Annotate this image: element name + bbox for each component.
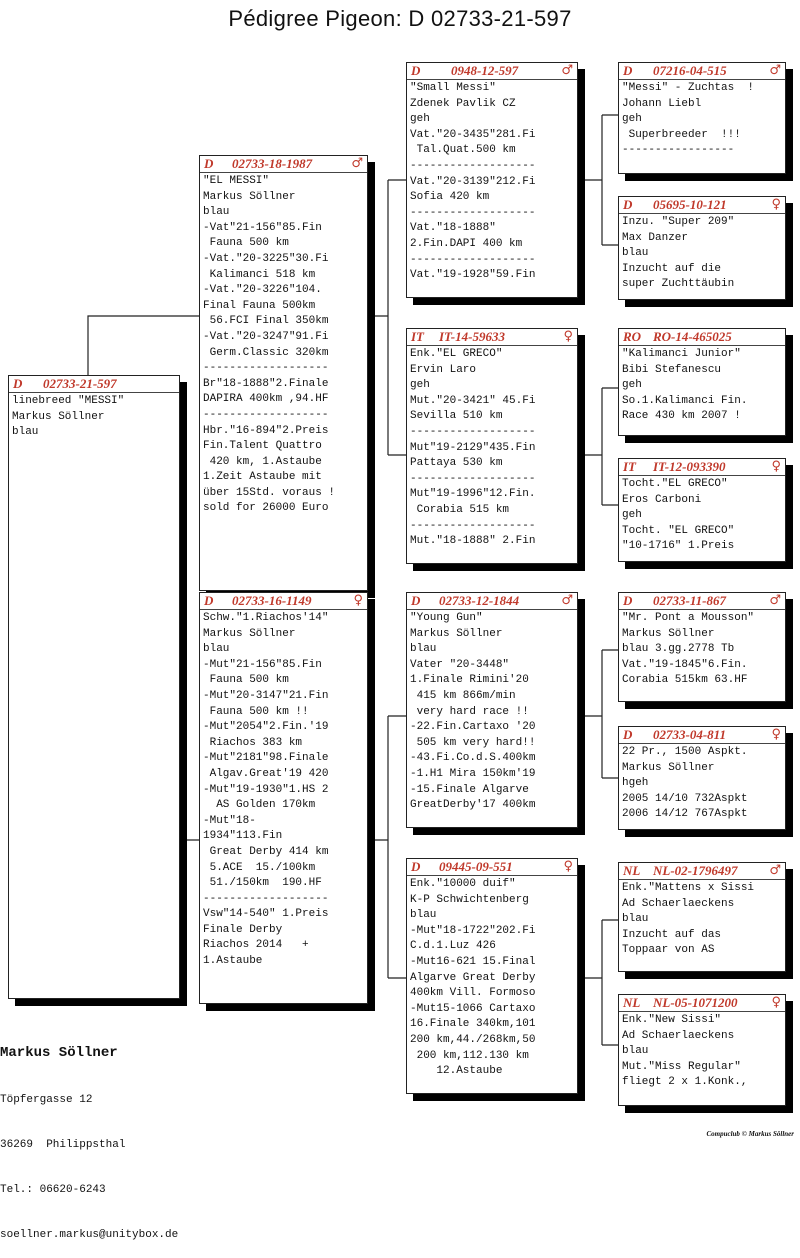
detail-line: -Mut"2181"98.Finale: [203, 752, 329, 765]
pigeon-card-mfm: [618, 726, 786, 830]
male-symbol-icon: ♂: [561, 63, 573, 78]
female-symbol-icon: ♀: [353, 593, 363, 608]
ring-number: IT-12-093390: [653, 459, 726, 474]
pigeon-card-mf: [406, 592, 578, 828]
detail-line: -Mut"21-156"85.Fin: [203, 658, 322, 671]
detail-line: -----------------: [622, 144, 735, 157]
detail-line: Tocht."EL GRECO": [622, 478, 728, 490]
detail-line: Markus Söllner: [12, 410, 105, 423]
detail-line: Fauna 500 km !!: [203, 705, 309, 718]
country-code: D: [411, 63, 421, 78]
female-symbol-icon: ♀: [771, 995, 781, 1010]
detail-line: Schw."1.Riachos'14": [203, 612, 329, 624]
ring-number: RO-14-465025: [653, 329, 732, 344]
breeder-address-street: Töpfergasse 12: [0, 1094, 93, 1106]
detail-line: "Small Messi": [410, 82, 496, 94]
pigeon-card-subject: [8, 375, 180, 999]
detail-line: Markus Söllner: [622, 761, 715, 774]
detail-line: Algav.Great'19 420: [203, 767, 329, 780]
detail-line: C.d.1.Luz 426: [410, 940, 496, 953]
pigeon-details: [200, 610, 367, 971]
ring-number: NL-02-1796497: [653, 863, 738, 878]
male-symbol-icon: ♂: [769, 863, 781, 878]
detail-line: Riachos 2014 +: [203, 939, 309, 952]
pigeon-details: [619, 880, 785, 960]
breeder-phone: Tel.: 06620-6243: [0, 1184, 106, 1196]
detail-line: 12.Astaube: [410, 1065, 503, 1078]
detail-line: Markus Söllner: [410, 627, 503, 640]
detail-line: blau: [622, 913, 649, 926]
detail-line: 1.Finale Rimini'20: [410, 674, 529, 687]
ring-number: 05695-10-121: [653, 197, 727, 212]
detail-line: -------------------: [410, 253, 536, 266]
detail-line: Sofia 420 km: [410, 191, 490, 204]
detail-line: -Mut"2054"2.Fin.'19: [203, 721, 329, 734]
detail-line: -------------------: [410, 519, 536, 532]
detail-line: hgeh: [622, 777, 649, 790]
detail-line: DAPIRA 400km ,94.HF: [203, 393, 329, 406]
detail-line: Fauna 500 km: [203, 674, 289, 687]
pigeon-card-mother: [199, 592, 368, 1004]
breeder-contact: [0, 1013, 178, 1258]
detail-line: Mut."18-1888" 2.Fin: [410, 535, 536, 548]
detail-line: Zdenek Pavlik CZ: [410, 97, 516, 110]
detail-line: blau: [203, 643, 230, 656]
detail-line: Fin.Talent Quattro: [203, 440, 322, 453]
pigeon-details: [619, 1012, 785, 1092]
country-code: D: [411, 859, 421, 874]
pigeon-details: [9, 393, 179, 442]
detail-line: -------------------: [410, 159, 536, 172]
detail-line: 415 km 866m/min: [410, 689, 516, 702]
detail-line: Mut."Miss Regular": [622, 1060, 741, 1073]
pigeon-card-ffm: [618, 196, 786, 300]
pigeon-details: [619, 476, 785, 556]
detail-line: Germ.Classic 320km: [203, 346, 329, 359]
ring-number: 02733-11-867: [653, 593, 726, 608]
detail-line: -Vat"21-156"85.Fin: [203, 221, 322, 234]
detail-line: linebreed "MESSI": [12, 395, 125, 407]
detail-line: -22.Fin.Cartaxo '20: [410, 721, 536, 734]
pigeon-details: [407, 346, 577, 551]
detail-line: "EL MESSI": [203, 175, 270, 187]
pigeon-details: [407, 610, 577, 815]
detail-line: blau: [622, 1045, 649, 1058]
pigeon-details: [619, 214, 785, 294]
detail-line: 2.Fin.DAPI 400 km: [410, 237, 523, 250]
detail-line: "Mr. Pont a Mousson": [622, 612, 755, 624]
detail-line: geh: [410, 379, 430, 392]
ring-number: 09445-09-551: [439, 859, 513, 874]
detail-line: -Vat."20-3247"91.Fi: [203, 330, 329, 343]
detail-line: Superbreeder !!!: [622, 128, 741, 141]
detail-line: Vat."18-1888": [410, 222, 496, 235]
detail-line: Vat."20-3435"281.Fi: [410, 128, 536, 141]
detail-line: -Mut"18-1722"202.Fi: [410, 924, 536, 937]
detail-line: 1.Zeit Astaube mit: [203, 471, 322, 484]
detail-line: Vsw"14-540" 1.Preis: [203, 908, 329, 921]
detail-line: geh: [410, 113, 430, 126]
detail-line: -Mut15-1066 Cartaxo: [410, 1002, 536, 1015]
detail-line: -Mut"18-: [203, 814, 256, 827]
detail-line: Tocht. "EL GRECO": [622, 524, 735, 537]
pigeon-card-father: [199, 155, 368, 591]
detail-line: -------------------: [410, 472, 536, 485]
ring-number: NL-05-1071200: [653, 995, 738, 1010]
detail-line: So.1.Kalimanci Fin.: [622, 394, 748, 407]
country-code: IT: [411, 329, 424, 344]
detail-line: K-P Schwichtenberg: [410, 893, 529, 906]
ring-number: 02733-16-1149: [232, 593, 312, 608]
pigeon-card-mff: [618, 592, 786, 702]
ring-number: 02733-04-811: [653, 727, 726, 742]
detail-line: 22 Pr., 1500 Aspkt.: [622, 746, 748, 758]
pigeon-card-fmf: [618, 328, 786, 436]
pigeon-details: [407, 80, 577, 285]
detail-line: -15.Finale Algarve: [410, 783, 529, 796]
female-symbol-icon: ♀: [563, 859, 573, 874]
detail-line: -Vat."20-3226"104.: [203, 284, 322, 297]
ring-number: 02733-18-1987: [232, 156, 313, 171]
detail-line: Great Derby 414 km: [203, 845, 329, 858]
country-code: D: [623, 197, 633, 212]
country-code: D: [204, 156, 214, 171]
detail-line: geh: [622, 113, 642, 126]
country-code: D: [623, 63, 633, 78]
detail-line: 400km Vill. Formoso: [410, 987, 536, 1000]
detail-line: -------------------: [410, 425, 536, 438]
pigeon-card-mmm: [618, 994, 786, 1106]
ring-number: IT-14-59633: [439, 329, 505, 344]
detail-line: blau: [12, 426, 39, 439]
pigeon-card-fmm: [618, 458, 786, 562]
detail-line: Inzucht auf das: [622, 928, 722, 941]
pigeon-card-fm: [406, 328, 578, 564]
detail-line: Inzucht auf die: [622, 262, 722, 275]
detail-line: Kalimanci 518 km: [203, 268, 316, 281]
detail-line: geh: [622, 379, 642, 392]
detail-line: 420 km, 1.Astaube: [203, 455, 322, 468]
detail-line: Enk."New Sissi": [622, 1014, 722, 1026]
detail-line: Markus Söllner: [203, 190, 296, 203]
detail-line: very hard race !!: [410, 705, 529, 718]
detail-line: Race 430 km 2007 !: [622, 410, 741, 423]
detail-line: Fauna 500 km: [203, 237, 289, 250]
detail-line: Hbr."16-894"2.Preis: [203, 424, 329, 437]
country-code: NL: [623, 995, 641, 1010]
detail-line: "Messi" - Zuchtas !: [622, 82, 755, 94]
detail-line: sold for 26000 Euro: [203, 502, 329, 515]
country-code: D: [204, 593, 214, 608]
ring-number: 02733-12-1844: [439, 593, 520, 608]
detail-line: Corabia 515 km: [410, 503, 510, 516]
pigeon-details: [619, 744, 785, 824]
detail-line: -Mut"19-1930"1.HS 2: [203, 783, 329, 796]
detail-line: Mut"19-1996"12.Fin.: [410, 488, 536, 501]
detail-line: "10-1716" 1.Preis: [622, 540, 735, 553]
detail-line: Markus Söllner: [622, 627, 715, 640]
detail-line: Final Fauna 500km: [203, 299, 316, 312]
detail-line: 51./150km 190.HF: [203, 877, 322, 890]
detail-line: Vater "20-3448": [410, 658, 510, 671]
page-title: Pédigree Pigeon: D 02733-21-597: [228, 6, 572, 31]
detail-line: blau: [410, 643, 437, 656]
detail-line: Algarve Great Derby: [410, 971, 536, 984]
detail-line: blau 3.gg.2778 Tb: [622, 643, 735, 656]
detail-line: Mut."20-3421" 45.Fi: [410, 394, 536, 407]
detail-line: AS Golden 170km: [203, 799, 316, 812]
detail-line: 200 km,112.130 km: [410, 1049, 529, 1062]
country-code: D: [13, 376, 23, 391]
detail-line: Mut"19-2129"435.Fin: [410, 441, 536, 454]
detail-line: Riachos 383 km: [203, 736, 303, 749]
breeder-email[interactable]: soellner.markus@unitybox.de: [0, 1229, 179, 1241]
detail-line: Eros Carboni: [622, 493, 702, 506]
male-symbol-icon: ♂: [769, 593, 781, 608]
detail-line: Enk."Mattens x Sissi: [622, 882, 755, 894]
pigeon-card-mmf: [618, 862, 786, 972]
country-code: RO: [623, 329, 642, 344]
detail-line: Corabia 515km 63.HF: [622, 674, 748, 687]
breeder-name: Markus Söllner: [0, 1045, 118, 1061]
detail-line: 2006 14/12 767Aspkt: [622, 808, 748, 821]
ring-number: 02733-21-597: [43, 376, 117, 391]
detail-line: "Young Gun": [410, 612, 483, 624]
detail-line: 56.FCI Final 350km: [203, 315, 329, 328]
female-symbol-icon: ♀: [771, 459, 781, 474]
pigeon-card-ff: [406, 62, 578, 298]
detail-line: Enk."10000 duif": [410, 878, 516, 890]
detail-line: 200 km,44./268km,50: [410, 1033, 536, 1046]
detail-line: GreatDerby'17 400km: [410, 799, 536, 812]
detail-line: Ervin Laro: [410, 363, 477, 376]
detail-line: Sevilla 510 km: [410, 410, 503, 423]
breeder-address-city: 36269 Philippsthal: [0, 1139, 126, 1151]
detail-line: Toppaar von AS: [622, 944, 715, 957]
detail-line: Vat."20-3139"212.Fi: [410, 175, 536, 188]
detail-line: -Mut16-621 15.Final: [410, 955, 536, 968]
detail-line: 16.Finale 340km,101: [410, 1018, 536, 1031]
country-code: D: [623, 727, 633, 742]
detail-line: Markus Söllner: [203, 627, 296, 640]
detail-line: Vat."19-1845"6.Fin.: [622, 658, 748, 671]
country-code: D: [411, 593, 421, 608]
detail-line: Finale Derby: [203, 923, 283, 936]
detail-line: -------------------: [410, 206, 536, 219]
detail-line: 5.ACE 15./100km: [203, 861, 316, 874]
pigeon-card-fff: [618, 62, 786, 174]
detail-line: blau: [622, 247, 649, 260]
pigeon-details: [619, 346, 785, 426]
pigeon-details: [619, 80, 785, 160]
detail-line: super Zuchttäubin: [622, 278, 735, 291]
country-code: IT: [623, 459, 636, 474]
detail-line: 2005 14/10 732Aspkt: [622, 792, 748, 805]
detail-line: geh: [622, 509, 642, 522]
female-symbol-icon: ♀: [771, 727, 781, 742]
detail-line: -43.Fi.Co.d.S.400km: [410, 752, 536, 765]
detail-line: Max Danzer: [622, 231, 689, 244]
detail-line: 505 km very hard!!: [410, 736, 536, 749]
male-symbol-icon: ♂: [769, 63, 781, 78]
detail-line: Vat."19-1928"59.Fin: [410, 269, 536, 282]
detail-line: blau: [203, 206, 230, 219]
detail-line: "Kalimanci Junior": [622, 348, 741, 360]
female-symbol-icon: ♀: [563, 329, 573, 344]
detail-line: über 15Std. voraus !: [203, 486, 336, 499]
female-symbol-icon: ♀: [771, 197, 781, 212]
pigeon-details: [200, 173, 367, 518]
country-code: D: [623, 593, 633, 608]
detail-line: -Vat."20-3225"30.Fi: [203, 252, 329, 265]
detail-line: Ad Schaerlaeckens: [622, 897, 735, 910]
pigeon-details: [619, 610, 785, 690]
detail-line: 1934"113.Fin: [203, 830, 283, 843]
country-code: NL: [623, 863, 641, 878]
footer-credit: Compuclub © Markus Söllner: [706, 1130, 794, 1138]
male-symbol-icon: ♂: [561, 593, 573, 608]
detail-line: -Mut"20-3147"21.Fin: [203, 689, 329, 702]
detail-line: Enk."EL GRECO": [410, 348, 503, 360]
detail-line: fliegt 2 x 1.Konk.,: [622, 1076, 748, 1089]
detail-line: -------------------: [203, 362, 329, 375]
detail-line: Johann Liebl: [622, 97, 702, 110]
detail-line: Br"18-1888"2.Finale: [203, 377, 329, 390]
detail-line: Ad Schaerlaeckens: [622, 1029, 735, 1042]
detail-line: -1.H1 Mira 150km'19: [410, 767, 536, 780]
detail-line: blau: [410, 909, 437, 922]
ring-number: 0948-12-597: [451, 63, 519, 78]
ring-number: 07216-04-515: [653, 63, 727, 78]
detail-line: -------------------: [203, 892, 329, 905]
detail-line: -------------------: [203, 408, 329, 421]
detail-line: Tal.Quat.500 km: [410, 144, 516, 157]
pigeon-card-mm: [406, 858, 578, 1094]
detail-line: Inzu. "Super 209": [622, 216, 735, 228]
detail-line: Pattaya 530 km: [410, 457, 503, 470]
pigeon-details: [407, 876, 577, 1081]
male-symbol-icon: ♂: [351, 156, 363, 171]
detail-line: Bibi Stefanescu: [622, 363, 722, 376]
detail-line: 1.Astaube: [203, 955, 263, 968]
